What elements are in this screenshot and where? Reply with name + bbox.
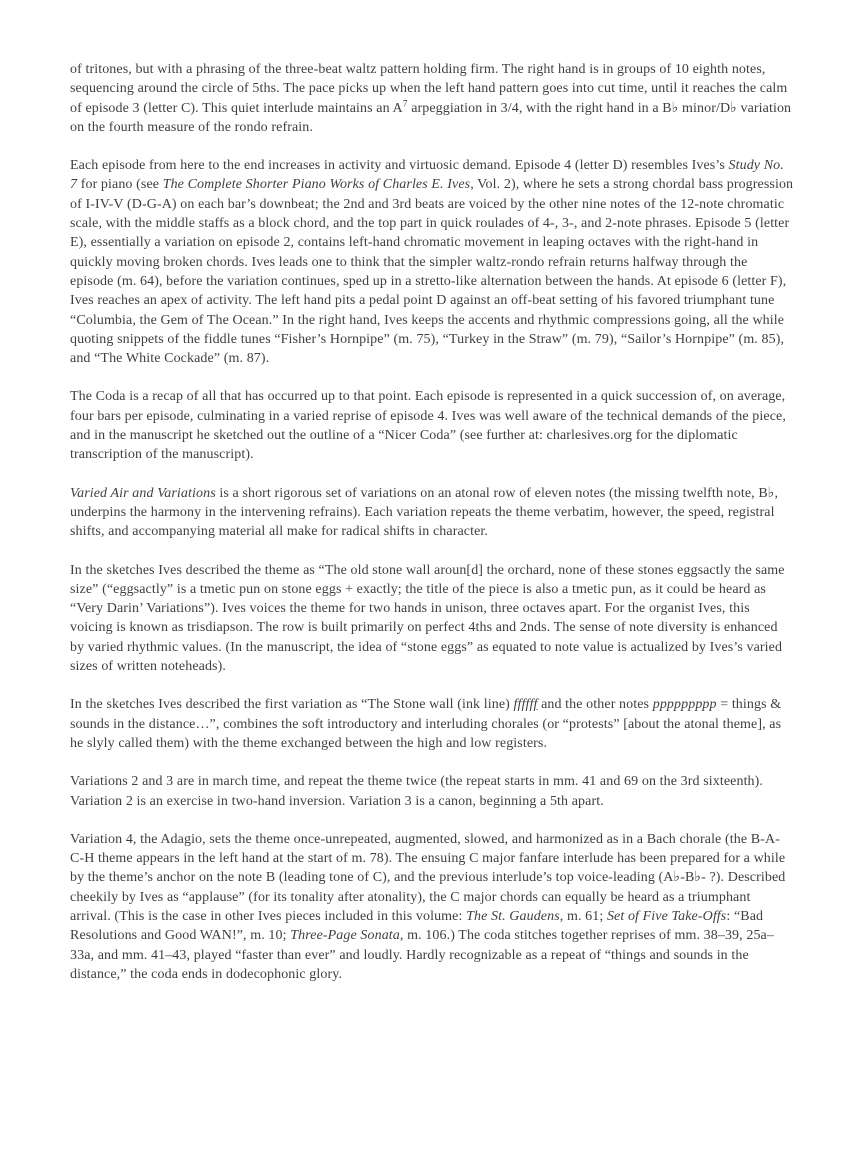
text-run: , m. 61; xyxy=(559,908,607,924)
paragraph xyxy=(70,830,794,984)
text-run: Variations 2 and 3 are in march time, and repeat the theme twice (the repeat starts in mm. 41 and 69 on the 3rd sixteenth). Variation 2 is an exercise in two-hand inversion. Variation 3 is a canon, beginning a 5th apart. xyxy=(70,774,764,809)
styled-text-run: The St. Gaudens xyxy=(466,908,560,924)
styled-text-run: Varied Air and Variations xyxy=(70,485,216,501)
text-run: of tritones, but with a phrasing of the three-beat waltz pattern holding firm. The right hand is in groups of 10 eighth notes, sequencing around the circle of 5ths. The pace picks up when the left hand pattern goes into cut time, until it reaches the calm of episode 3 (letter C). This quiet interlude maintains an A xyxy=(70,62,788,116)
styled-text-run: The Complete Shorter Piano Works of Charles E. Ives xyxy=(162,177,471,193)
paragraph xyxy=(70,484,794,542)
paragraph xyxy=(70,156,794,368)
text-run: arpeggiation in 3/4, with the right hand in a B♭ minor/D♭ variation on the fourth measure of the rondo refrain. xyxy=(70,100,792,135)
text-run: is a short rigorous set of variations on an atonal row of eleven notes (the missing twelfth note, B♭, underpins the harmony in the intervening refrains). Each variation repeats the theme verbatim, however, the speed, registral shifts, and accompanying material all make for radical shifts in character. xyxy=(70,485,779,540)
text-run: for piano (see xyxy=(77,177,163,193)
text-run: , m. 106.) The coda stitches together reprises of mm. 38–39, 25a–33a, and mm. 41–43, played “faster than ever” and loudly. Hardly recognizable as a repeat of “things and sounds in the distance,” the coda ends in dodecophonic glory. xyxy=(70,928,774,982)
styled-text-run: ppppppppp xyxy=(652,697,717,713)
paragraph xyxy=(70,387,794,464)
text-run: The Coda is a recap of all that has occurred up to that point. Each episode is represented in a quick succession of, on average, four bars per episode, culminating in a varied reprise of episode 4. Ives was well aware of the technical demands of the piece, and in the manuscript he sketched out the outline of a “Nicer Coda” (see further at: charlesives.org for the diplomatic transcription of the manuscript). xyxy=(70,389,786,463)
paragraph xyxy=(70,772,794,811)
styled-text-run: ffffff xyxy=(513,697,538,713)
text-run: : “Bad Resolutions and Good WAN!”, m. 10; xyxy=(70,908,764,944)
text-run: Each episode from here to the end increases in activity and virtuosic demand. Episode 4 (letter D) resembles Ives’s xyxy=(70,158,729,174)
styled-text-run: 7 xyxy=(402,98,408,109)
text-run: , Vol. 2), where he sets a strong chordal bass progression of I-IV-V (D-G-A) on each bar’s downbeat; the 2nd and 3rd beats are voiced by the other nine notes of the 12-note chromatic scale, with the middle staffs as a block chord, and the top part in quick roulades of 4-, 3-, and 2-note phrases. Episode 5 (letter E), essentially a variation on episode 2, contains left-hand chromatic movement in leaping octaves with the right-hand in quickly moving broken chords. Ives leads one to think that the simpler waltz-rondo refrain returns halfway through the episode (m. 64), before the variation continues, sped up in a stretto-like alternation between the hands. At episode 6 (letter F), Ives reaches an apex of activity. The left hand pits a pedal point D against an off-beat setting of his favored triumphant tune “Columbia, the Gem of The Ocean.” In the right hand, Ives keeps the accents and rhythmic compressions going, all the while quoting snippets of the fiddle tunes “Fisher’s Hornpipe” (m. 75), “Turkey in the Straw” (m. 79), “Sailor’s Hornpipe” (m. 85), and “The White Cockade” (m. 87). xyxy=(70,177,794,367)
styled-text-run: Three-Page Sonata xyxy=(290,928,400,944)
text-run: and the other notes xyxy=(537,697,653,713)
paragraph xyxy=(70,60,794,137)
styled-text-run: Set of Five Take-Offs xyxy=(606,908,727,924)
text-run: In the sketches Ives described the theme as “The old stone wall aroun[d] the orchard, none of these stones eggsactly the same size” (“eggsactly” is a tmetic pun on stone eggs + exactly; the title of the piece is also a tmetic pun, as it could be heard as “Very Darin’ Variations”). Ives voices the theme for two hands in unison, three octaves apart. For the organist Ives, this voicing is known as trisdiapson. The row is built primarily on perfect 4ths and 2nds. The sense of note diversity is enhanced by varied rhythmic values. (In the manuscript, the idea of “stone eggs” as equated to note value is actualized by Ives’s varied sizes of written noteheads). xyxy=(70,562,785,675)
text-run: = things & sounds in the distance…”, combines the soft introductory and interluding chorales (or “protests” [about the atonal theme], as he slyly called them) with the theme exchanged between the high and low registers. xyxy=(70,697,782,751)
text-run: In the sketches Ives described the first variation as “The Stone wall (ink line) xyxy=(70,697,514,713)
styled-text-run: Study No. 7 xyxy=(70,158,784,193)
text-run: Variation 4, the Adagio, sets the theme once-unrepeated, augmented, slowed, and harmonized as in a Bach chorale (the B-A-C-H theme appears in the left hand at the start of m. 78). The ensuing C major fanfare interlude has been prepared for a while by the theme’s anchor on the note B (leading tone of C), and the previous interlude’s top voice-leading (A♭-B♭- ?). Described cheekily by Ives as “applause” (for its tonality after atonality), the C major chords can equally be heard as a triumphant arrival. (This is the case in other Ives pieces included in this volume: xyxy=(70,831,786,924)
paragraph xyxy=(70,695,794,753)
paragraph xyxy=(70,561,794,677)
document-text-body xyxy=(70,60,794,984)
